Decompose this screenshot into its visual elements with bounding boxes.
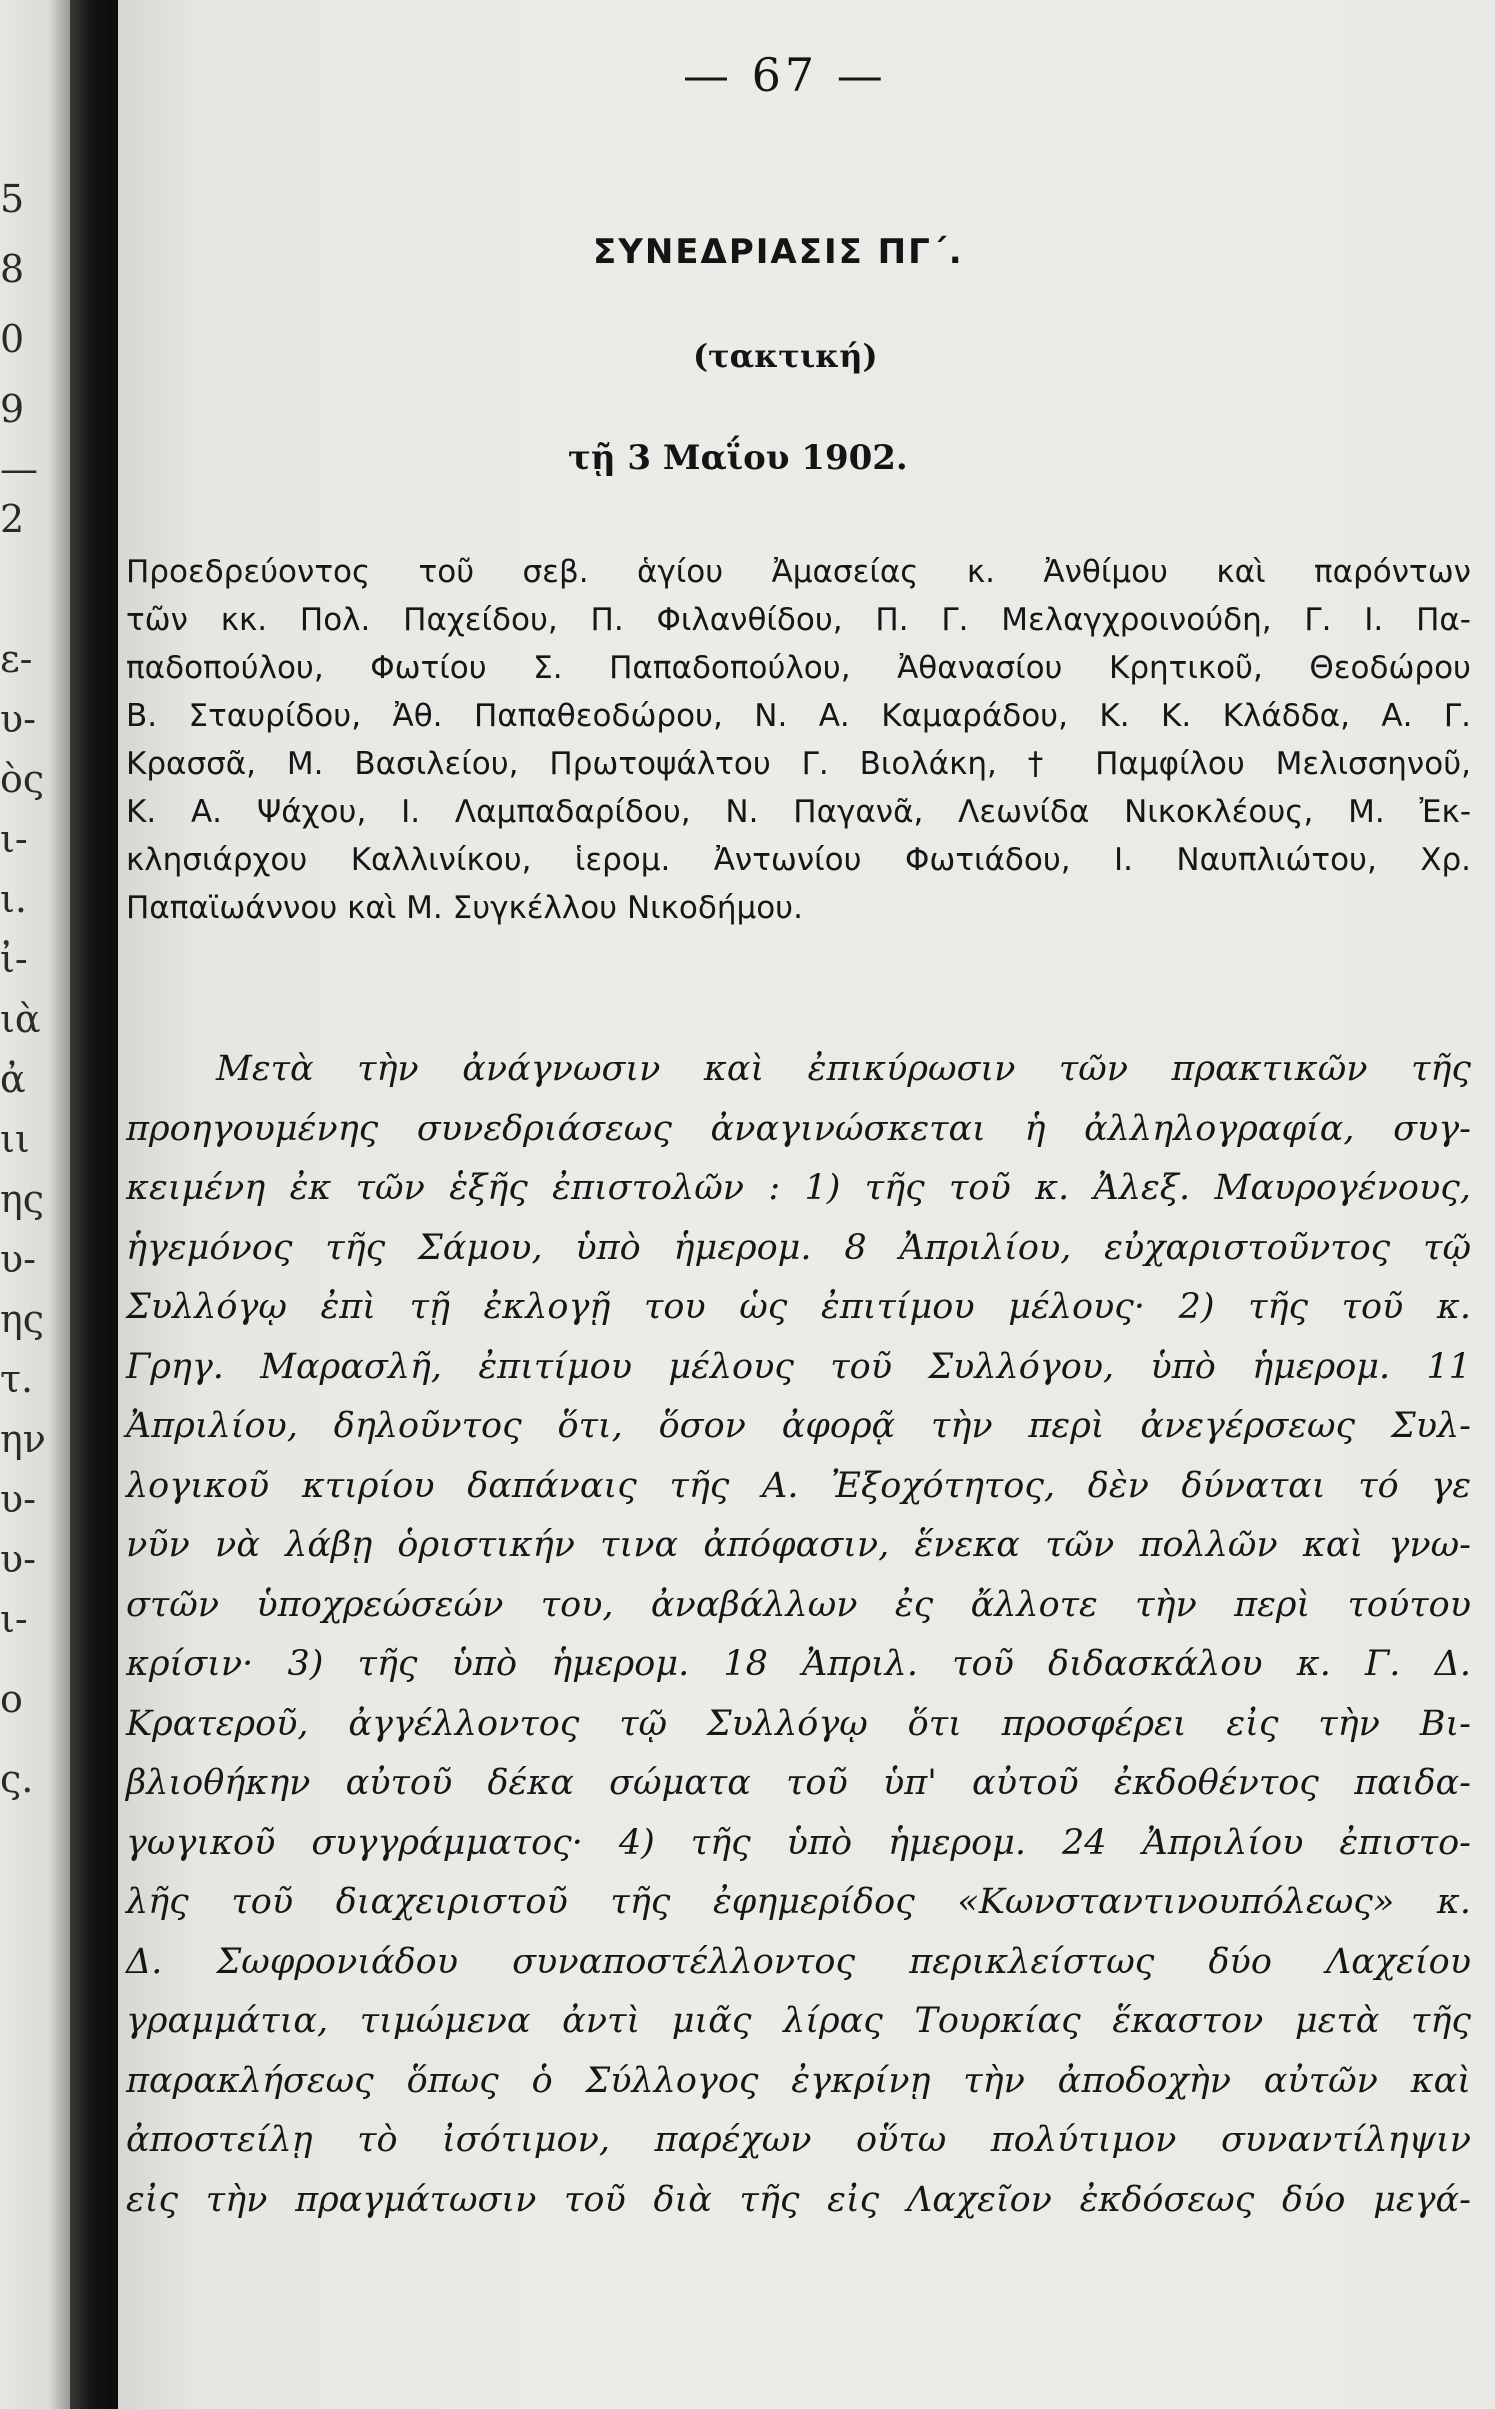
paragraph-line: παδοπούλου, Φωτίου Σ. Παπαδοπούλου, Ἀθανασίου Κρητικοῦ, Θεοδώρου xyxy=(126,650,1471,686)
book-page xyxy=(118,0,1495,2409)
paragraph-line: Κρασσᾶ, Μ. Βασιλείου, Πρωτοψάλτου Γ. Βιολάκη, † Παμφίλου Μελισσηνοῦ, xyxy=(126,746,1471,782)
previous-page-fragment: — xyxy=(0,447,38,491)
previous-page-fragment: τ. xyxy=(0,1357,34,1401)
previous-page-fragment: ην xyxy=(0,1417,46,1461)
previous-page-fragment: ιὰ xyxy=(0,997,41,1041)
paragraph-line: Προεδρεύοντος τοῦ σεβ. ἁγίου Ἀμασείας κ. Ἀνθίμου καὶ παρόντων xyxy=(126,554,1471,590)
paragraph-line: Κ. Α. Ψάχου, Ι. Λαμπαδαρίδου, Ν. Παγανᾶ, Λεωνίδα Νικοκλέους, Μ. Ἐκ- xyxy=(126,794,1471,830)
previous-page-fragment: υ- xyxy=(0,1477,36,1521)
previous-page-fragment: ης xyxy=(0,1177,45,1221)
paragraph-line: εἰς τὴν πραγμάτωσιν τοῦ διὰ τῆς εἰς Λαχεῖον ἐκδόσεως δύο μεγά- xyxy=(126,2179,1471,2220)
paragraph-line: λογικοῦ κτιρίου δαπάναις τῆς Α. Ἐξοχότητος, δὲν δύναται τό γε xyxy=(126,1465,1471,1506)
paragraph-line: κειμένη ἐκ τῶν ἑξῆς ἐπιστολῶν : 1) τῆς τοῦ κ. Ἀλεξ. Μαυρογένους, xyxy=(126,1168,1471,1208)
session-type: (τακτική) xyxy=(693,337,878,375)
previous-page-fragment: ης xyxy=(0,1297,45,1341)
previous-page-fragment: ς. xyxy=(0,1757,34,1801)
previous-page-fragment: 9 xyxy=(0,387,25,431)
paragraph-line: λῆς τοῦ διαχειριστοῦ τῆς ἐφημερίδος «Κωνσταντινουπόλεως» κ. xyxy=(126,1882,1471,1922)
previous-page-fragment: υ- xyxy=(0,697,36,741)
previous-page-fragment: ι- xyxy=(0,1597,28,1641)
previous-page-fragment: 0 xyxy=(0,317,25,361)
paragraph-line: κλησιάρχου Καλλινίκου, ἱερομ. Ἀντωνίου Φωτιάδου, Ι. Ναυπλιώτου, Χρ. xyxy=(126,842,1471,878)
paragraph-line: παρακλήσεως ὅπως ὁ Σύλλογος ἐγκρίνῃ τὴν ἀποδοχὴν αὐτῶν καὶ xyxy=(126,2060,1471,2101)
paragraph-line: Β. Σταυρίδου, Ἀθ. Παπαθεοδώρου, Ν. Α. Καμαράδου, Κ. Κ. Κλάδδα, Α. Γ. xyxy=(126,698,1471,734)
paragraph-line: γωγικοῦ συγγράμματος· 4) τῆς ὑπὸ ἡμερομ. 24 Ἀπριλίου ἐπιστο- xyxy=(126,1822,1471,1863)
paragraph-line: νῦν νὰ λάβῃ ὁριστικήν τινα ἀπόφασιν, ἕνεκα τῶν πολλῶν καὶ γνω- xyxy=(126,1525,1471,1565)
paragraph-line: προηγουμένης συνεδριάσεως ἀναγινώσκεται ἡ ἀλληλογραφία, συγ- xyxy=(126,1108,1471,1149)
previous-page-fragment: ὸς xyxy=(0,757,45,801)
paragraph-line: Γρηγ. Μαρασλῆ, ἐπιτίμου μέλους τοῦ Συλλόγου, ὑπὸ ἡμερομ. 11 xyxy=(126,1346,1471,1387)
previous-page-fragment: ε- xyxy=(0,637,33,681)
paragraph-line: ἀποστείλῃ τὸ ἰσότιμον, παρέχων οὕτω πολύτιμον συναντίληψιν xyxy=(126,2120,1471,2160)
paragraph-line: στῶν ὑποχρεώσεών του, ἀναβάλλων ἐς ἄλλοτε τὴν περὶ τούτου xyxy=(126,1584,1471,1625)
previous-page-fragment: 5 xyxy=(0,177,25,221)
paragraph-line: γραμμάτια, τιμώμενα ἀντὶ μιᾶς λίρας Τουρκίας ἕκαστον μετὰ τῆς xyxy=(126,2001,1471,2041)
paragraph-line: Παπαϊωάννου καὶ Μ. Συγκέλλου Νικοδήμου. xyxy=(126,890,803,926)
previous-page-fragment: ι. xyxy=(0,877,27,921)
previous-page-fragment: 2 xyxy=(0,497,25,541)
previous-page-fragment: υ- xyxy=(0,1537,36,1581)
previous-page-fragment: ἀ xyxy=(0,1057,26,1101)
paragraph-line: τῶν κκ. Πολ. Παχείδου, Π. Φιλανθίδου, Π. Γ. Μελαγχροινούδη, Γ. Ι. Πα- xyxy=(126,602,1471,638)
paragraph-line: Μετὰ τὴν ἀνάγνωσιν καὶ ἐπικύρωσιν τῶν πρακτικῶν τῆς xyxy=(216,1049,1471,1089)
paragraph-line: ἡγεμόνος τῆς Σάμου, ὑπὸ ἡμερομ. 8 Ἀπριλίου, εὐχαριστοῦντος τῷ xyxy=(126,1227,1471,1268)
paragraph-line: Ἀπριλίου, δηλοῦντος ὅτι, ὅσον ἀφορᾷ τὴν περὶ ἀνεγέρσεως Συλ- xyxy=(126,1406,1471,1446)
paragraph-line: Δ. Σωφρονιάδου συναποστέλλοντος περικλείστως δύο Λαχείου xyxy=(126,1941,1471,1982)
paragraph-line: κρίσιν· 3) τῆς ὑπὸ ἡμερομ. 18 Ἀπριλ. τοῦ διδασκάλου κ. Γ. Δ. xyxy=(126,1644,1471,1684)
previous-page-fragment: ι- xyxy=(0,817,28,861)
paragraph-line: Κρατεροῦ, ἀγγέλλοντος τῷ Συλλόγῳ ὅτι προσφέρει εἰς τὴν Βι- xyxy=(126,1703,1471,1744)
previous-page-edge xyxy=(0,0,70,2409)
book-gutter xyxy=(70,0,118,2409)
paragraph-line: βλιοθήκην αὐτοῦ δέκα σώματα τοῦ ὑπ' αὐτοῦ ἐκδοθέντος παιδα- xyxy=(126,1763,1471,1803)
previous-page-fragment: 8 xyxy=(0,247,25,291)
paragraph-line: Συλλόγῳ ἐπὶ τῇ ἐκλογῇ του ὡς ἐπιτίμου μέλους· 2) τῆς τοῦ κ. xyxy=(126,1287,1471,1327)
session-title: ΣΥΝΕΔΡΙΑΣΙΣ ΠΓ΄. xyxy=(593,232,964,272)
page-number: — 67 — xyxy=(683,48,887,102)
previous-page-fragment: ιι xyxy=(0,1117,30,1161)
previous-page-fragment: υ- xyxy=(0,1237,36,1281)
previous-page-fragment: ἰ- xyxy=(0,937,28,981)
attendance-paragraph xyxy=(126,548,1471,932)
previous-page-fragment: ο xyxy=(0,1677,23,1721)
session-date: τῇ 3 Μαΐου 1902. xyxy=(568,438,908,478)
correspondence-paragraph xyxy=(126,1040,1471,2230)
